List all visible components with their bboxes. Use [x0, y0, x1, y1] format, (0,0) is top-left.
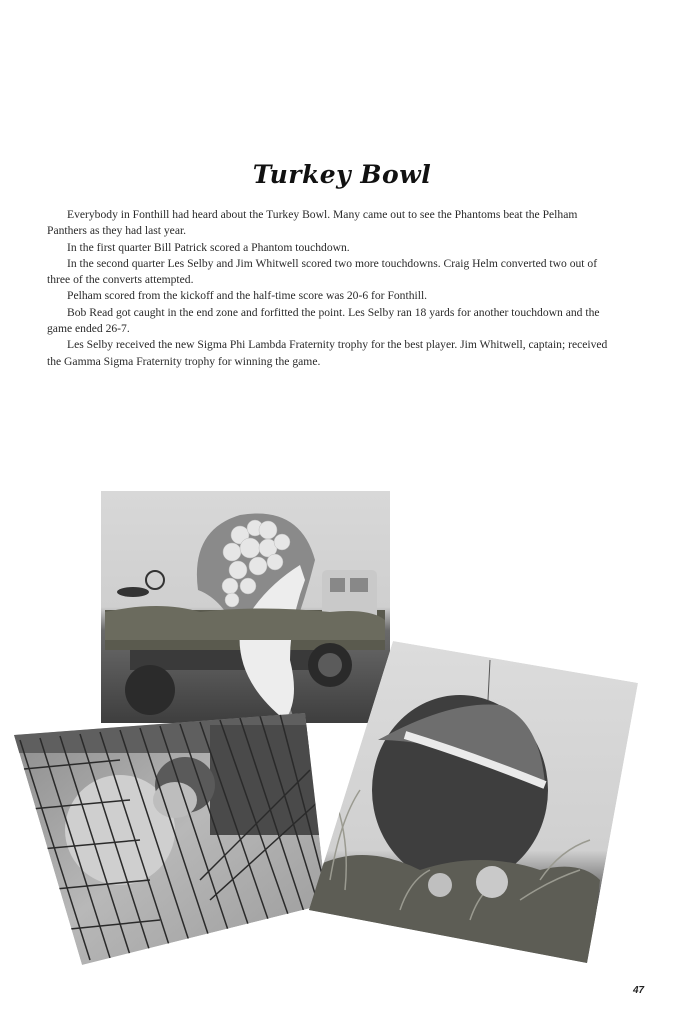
- paragraph: Bob Read got caught in the end zone and forfitted the point. Les Selby ran 18 yards for another touchdown and the game ended 26-7.: [47, 305, 600, 336]
- paragraph: Les Selby received the new Sigma Phi Lambda Fraternity trophy for the best player. Jim Whitwell, captain; received the Gamma Sigma Fraternity trophy for winning the game.: [47, 338, 608, 368]
- paragraph: Pelham scored from the kickoff and the half-time score was 20-6 for Fonthill.: [67, 289, 428, 303]
- photo-turkey-cage: [14, 713, 334, 965]
- page-number: 47: [633, 985, 645, 996]
- paragraph: In the first quarter Bill Patrick scored a Phantom touchdown.: [67, 240, 350, 254]
- paragraph: In the second quarter Les Selby and Jim Whitwell scored two more touchdowns. Craig Helm converted two out of three of the converts attempted.: [47, 256, 598, 287]
- page-title: Turkey Bowl: [252, 160, 432, 189]
- photo-cornucopia-float: [101, 491, 390, 723]
- paragraph: Everybody in Fonthill had heard about the Turkey Bowl. Many came out to see the Phantoms beat the Pelham Panthers as they had last year.: [47, 208, 578, 238]
